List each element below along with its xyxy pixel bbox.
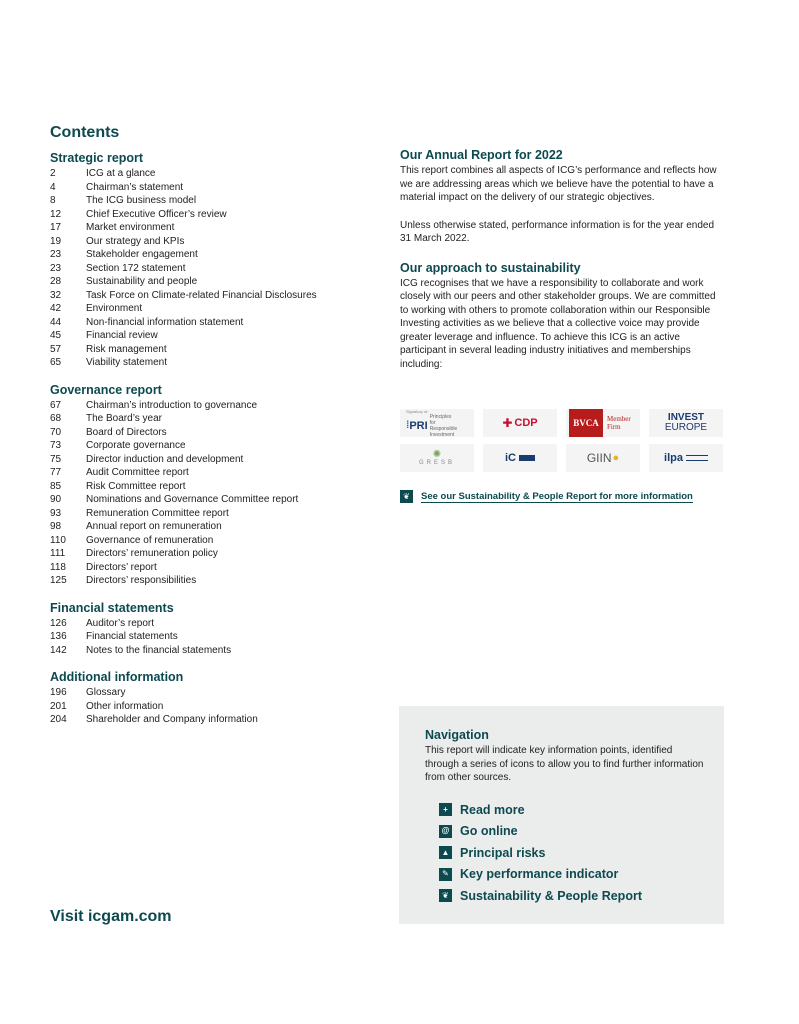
- section-heading-strategic: Strategic report: [50, 151, 144, 165]
- toc-page: 111: [50, 548, 66, 559]
- at-icon: @: [439, 825, 452, 838]
- toc-page: 126: [50, 617, 67, 629]
- toc-page: 32: [50, 289, 62, 301]
- toc-page: 2: [50, 168, 56, 179]
- toc-title: The Board’s year: [86, 413, 162, 424]
- pri-dots-icon: ⁞: [406, 420, 410, 431]
- sustainability-link-text: See our Sustainability & People Report for more information: [421, 490, 693, 502]
- toc-title: Viability statement: [86, 357, 167, 368]
- legend-label: Principal risks: [460, 845, 546, 860]
- toc-title: Auditor’s report: [86, 617, 154, 629]
- toc-item[interactable]: [50, 208, 380, 222]
- toc-item[interactable]: [50, 399, 380, 413]
- invest-europe-logo: [649, 409, 723, 437]
- toc-page: 8: [50, 195, 56, 206]
- ic-logo-text: iC: [505, 452, 516, 464]
- navigation-legend: [439, 799, 642, 907]
- legend-sustainability: [439, 885, 642, 907]
- toc-title: Non-financial information statement: [86, 316, 244, 328]
- section-heading-additional: Additional information: [50, 670, 184, 684]
- toc-page: 42: [50, 303, 62, 314]
- toc-governance: [50, 399, 380, 588]
- pri-subtext: Principles for Responsible Investment: [429, 413, 458, 438]
- cdp-logo-text: CDP: [514, 417, 538, 429]
- toc-item[interactable]: [50, 235, 380, 249]
- toc-page: 67: [50, 399, 62, 411]
- intro-column: [400, 147, 725, 385]
- europe-text: EUROPE: [664, 422, 708, 433]
- toc-page: 136: [50, 631, 67, 642]
- annual-report-heading: Our Annual Report for 2022: [400, 148, 563, 162]
- toc-page: 57: [50, 343, 62, 355]
- toc-page: 17: [50, 222, 62, 233]
- toc-item[interactable]: [50, 534, 380, 548]
- toc-item[interactable]: [50, 289, 380, 303]
- legend-label: Go online: [460, 824, 518, 839]
- ilpa-logo-text: ilpa: [664, 452, 683, 464]
- toc-item[interactable]: [50, 426, 380, 440]
- toc-title: Stakeholder engagement: [86, 249, 198, 260]
- toc-title: Section 172 statement: [86, 262, 186, 274]
- gresb-logo-text: GRESB: [418, 460, 455, 466]
- membership-logos: [400, 409, 725, 472]
- toc-item[interactable]: [50, 439, 380, 453]
- toc-page: 4: [50, 181, 56, 193]
- giin-sun-icon: ●: [612, 452, 620, 464]
- toc-item[interactable]: [50, 644, 380, 658]
- toc-item[interactable]: [50, 194, 380, 208]
- section-heading-financial: Financial statements: [50, 600, 174, 615]
- toc-title: Board of Directors: [86, 426, 167, 438]
- toc-item[interactable]: [50, 248, 380, 262]
- toc-item[interactable]: [50, 221, 380, 235]
- plus-icon: +: [439, 803, 452, 816]
- legend-principal-risks: [439, 842, 642, 864]
- toc-page: 44: [50, 316, 62, 328]
- toc-page: 118: [50, 561, 66, 573]
- toc-item[interactable]: [50, 275, 380, 289]
- bvca-member-text: Member Firm: [607, 415, 631, 431]
- toc-page: 196: [50, 687, 67, 698]
- toc-page: 23: [50, 262, 62, 274]
- toc-title: Chairman’s statement: [86, 181, 184, 193]
- toc-item[interactable]: [50, 630, 380, 644]
- warning-icon: ▲: [439, 846, 452, 859]
- navigation-panel: [399, 706, 724, 924]
- pri-top-text: Signatory of:: [406, 408, 429, 414]
- sustainability-paragraph: ICG recognises that we have a responsibility to collaborate and work closely with our peers and other stakeholder groups. We are committed to working with others to promote collaboration within our Responsible Investing activities as we believe that a collective voice may provide greater leverage and influence. To achieve this ICG is an active participant in several leading industry initiatives and memberships including:: [400, 277, 716, 370]
- toc-title: Remuneration Committee report: [86, 507, 229, 519]
- annual-report-paragraph: This report combines all aspects of ICG’s performance and reflects how we are addressing areas which we believe have the potential to have a material impact on the delivery of our strategic objectives.: [400, 165, 717, 203]
- section-heading-governance: Governance report: [50, 382, 162, 397]
- toc-item[interactable]: [50, 181, 380, 195]
- toc-title: Director induction and development: [86, 453, 244, 465]
- toc-title: ICG at a glance: [86, 168, 156, 179]
- toc-title: Risk management: [86, 343, 167, 355]
- ilpa-tagline-icon: [686, 455, 708, 461]
- contents-title: Contents: [50, 124, 120, 141]
- gresb-ring-icon: ✺: [432, 449, 442, 460]
- toc-page: 142: [50, 644, 67, 656]
- toc-page: 201: [50, 700, 67, 712]
- toc-page: 110: [50, 534, 66, 546]
- legend-kpi: [439, 864, 642, 886]
- toc-page: 85: [50, 480, 62, 492]
- toc-page: 90: [50, 494, 62, 505]
- toc-item[interactable]: [50, 700, 380, 714]
- sustainability-heading: Our approach to sustainability: [400, 260, 581, 275]
- toc-item[interactable]: [50, 480, 380, 494]
- legend-label: Sustainability & People Report: [460, 888, 642, 903]
- toc-title: Governance of remuneration: [86, 534, 214, 546]
- invest-text: INVEST: [667, 412, 705, 423]
- toc-title: Directors’ remuneration policy: [86, 548, 218, 559]
- toc-item[interactable]: [50, 547, 380, 561]
- toc-page: 125: [50, 575, 67, 586]
- toc-title: Annual report on remuneration: [86, 521, 222, 532]
- legend-read-more: [439, 799, 642, 821]
- toc-title: Corporate governance: [86, 440, 186, 451]
- toc-title: Financial review: [86, 330, 158, 341]
- toc-item[interactable]: [50, 466, 380, 480]
- navigation-text: This report will indicate key information points, identified through a series of icons to allow you to find further information from other sources.: [425, 745, 704, 783]
- legend-label: Key performance indicator: [460, 867, 619, 882]
- toc-item[interactable]: [50, 167, 380, 181]
- toc-page: 75: [50, 453, 62, 465]
- toc-title: Financial statements: [86, 631, 178, 642]
- toc-title: Notes to the financial statements: [86, 644, 232, 656]
- toc-page: 70: [50, 426, 62, 438]
- leaf-icon: ❦: [439, 889, 452, 902]
- toc-item[interactable]: [50, 316, 380, 330]
- toc-item[interactable]: [50, 713, 380, 727]
- toc-title: The ICG business model: [86, 195, 197, 206]
- leaf-icon: ❦: [400, 490, 413, 503]
- legend-label: Read more: [460, 802, 525, 817]
- toc-title: Sustainability and people: [86, 276, 198, 287]
- toc-item[interactable]: [50, 520, 380, 534]
- toc-item[interactable]: [50, 356, 380, 370]
- legend-go-online: [439, 821, 642, 843]
- navigation-heading: Navigation: [425, 728, 489, 742]
- toc-item[interactable]: [50, 561, 380, 575]
- toc-title: Other information: [86, 700, 164, 712]
- toc-page: 45: [50, 330, 62, 341]
- toc-page: 65: [50, 357, 62, 368]
- toc-item[interactable]: [50, 329, 380, 343]
- toc-page: 19: [50, 235, 62, 247]
- cdp-logo: [483, 409, 557, 437]
- toc-title: Task Force on Climate-related Financial Disclosures: [86, 289, 317, 301]
- bvca-mark: BVCA: [569, 409, 603, 437]
- toc-item[interactable]: [50, 262, 380, 276]
- toc-item[interactable]: [50, 302, 380, 316]
- toc-item[interactable]: [50, 574, 380, 588]
- visit-website-link[interactable]: Visit icgam.com: [50, 908, 172, 925]
- toc-title: Directors’ responsibilities: [86, 575, 197, 586]
- toc-page: 77: [50, 467, 62, 478]
- toc-item[interactable]: [50, 453, 380, 467]
- toc-strategic: [50, 167, 380, 370]
- giin-logo-text: GIIN: [586, 451, 612, 465]
- table-of-contents: [50, 150, 380, 739]
- ic-bars-icon: [519, 455, 535, 461]
- toc-item[interactable]: [50, 507, 380, 521]
- bvca-logo: [566, 409, 640, 437]
- toc-title: Directors’ report: [86, 561, 157, 573]
- toc-title: Shareholder and Company information: [86, 714, 258, 725]
- ilpa-logo: [649, 444, 723, 472]
- pri-logo-text: PRI: [409, 419, 428, 432]
- wrench-icon: ✎: [439, 868, 452, 881]
- toc-page: 93: [50, 507, 62, 519]
- toc-title: Risk Committee report: [86, 480, 186, 492]
- toc-item[interactable]: [50, 493, 380, 507]
- toc-page: 68: [50, 413, 62, 424]
- toc-title: Chairman’s introduction to governance: [86, 399, 258, 411]
- toc-item[interactable]: [50, 617, 380, 631]
- giin-logo: [566, 444, 640, 472]
- ic-logo: [483, 444, 557, 472]
- toc-title: Nominations and Governance Committee report: [86, 494, 299, 505]
- toc-title: Glossary: [86, 687, 126, 698]
- toc-item[interactable]: [50, 686, 380, 700]
- toc-title: Our strategy and KPIs: [86, 235, 185, 247]
- gresb-logo: [400, 444, 474, 472]
- toc-title: Market environment: [86, 222, 175, 233]
- toc-title: Environment: [86, 303, 143, 314]
- toc-title: Audit Committee report: [86, 467, 189, 478]
- toc-page: 73: [50, 440, 62, 451]
- toc-page: 204: [50, 714, 67, 725]
- toc-page: 98: [50, 521, 62, 532]
- pri-logo: [400, 409, 474, 437]
- toc-page: 23: [50, 249, 62, 260]
- toc-item[interactable]: [50, 343, 380, 357]
- toc-additional: [50, 686, 380, 727]
- toc-page: 28: [50, 276, 62, 287]
- cdp-mark-icon: ✚: [502, 416, 513, 430]
- toc-page: 12: [50, 208, 62, 220]
- toc-item[interactable]: [50, 412, 380, 426]
- toc-title: Chief Executive Officer’s review: [86, 208, 227, 220]
- annual-report-paragraph-2: Unless otherwise stated, performance information is for the year ended 31 March 2022.: [400, 219, 715, 244]
- sustainability-report-link[interactable]: [400, 490, 693, 503]
- toc-financial: [50, 617, 380, 658]
